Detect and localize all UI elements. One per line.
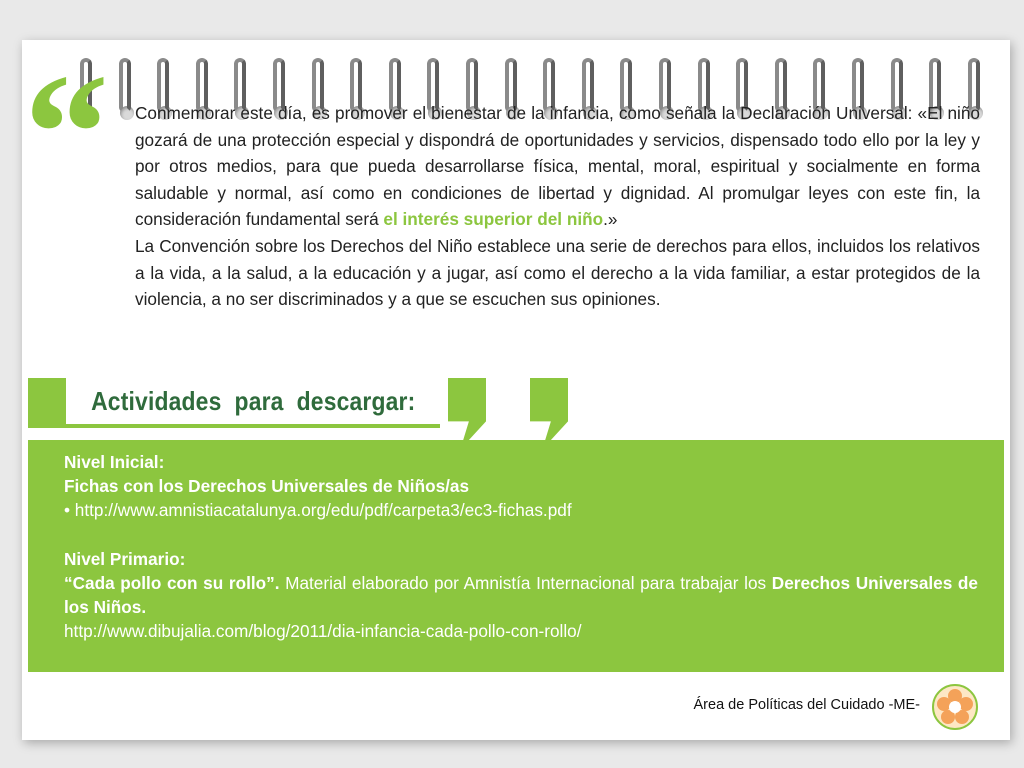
section-heading: Actividades para descargar: bbox=[90, 385, 416, 416]
close-quote-icon bbox=[438, 378, 578, 440]
level-primary-title: Nivel Primario: bbox=[64, 548, 186, 569]
level-primary-description: “Cada pollo con su rollo”. Material elaborado por Amnistía Internacional para trabajar los Derechos Universales de los Niños. bbox=[64, 572, 978, 618]
section-heading-box bbox=[66, 378, 440, 424]
level-initial-title: Nivel Inicial: bbox=[64, 452, 165, 472]
activities-box bbox=[28, 440, 1004, 672]
level-primary-link[interactable]: http://www.dibujalia.com/blog/2011/dia-infancia-cada-pollo-con-rollo/ bbox=[64, 621, 582, 642]
intro-paragraph-2: La Convención sobre los Derechos del Niño establece una serie de derechos para ellos, incluidos los relativos a la vida, a la salud, a la educación y a jugar, así como el derecho a la vida familiar, a estar protegidos de la violencia, a no ser discriminados y a que se escuchen sus opiniones. bbox=[135, 235, 980, 310]
intro-text bbox=[135, 100, 980, 313]
footer-credit: Área de Políticas del Cuidado -ME- bbox=[693, 697, 920, 713]
flower-logo-icon bbox=[932, 684, 978, 730]
section-heading-bar bbox=[28, 378, 440, 428]
highlight-text: el interés superior del niño bbox=[383, 209, 604, 230]
open-quote-icon: “ bbox=[24, 48, 109, 168]
level-initial-link[interactable]: • http://www.amnistiacatalunya.org/edu/pdf/carpeta3/ec3-fichas.pdf bbox=[64, 500, 572, 521]
level-initial-subtitle: Fichas con los Derechos Universales de Niños/as bbox=[64, 476, 470, 497]
intro-paragraph-1: Conmemorar este día, es promover el bienestar de la infancia, como señala la Declaración Universal: «El niño gozará de una protección especial y dispondrá de oportunidades y servicios, dispensado todo ello por la ley y por otros medios, para que pueda desarrollarse física, mental, moral, espiritual y socialmente en forma saludable y normal, así como en condiciones de libertad y dignidad. Al promulgar leyes con este fin, la consideración fundamental será el interés superior del niño.» bbox=[135, 103, 980, 230]
